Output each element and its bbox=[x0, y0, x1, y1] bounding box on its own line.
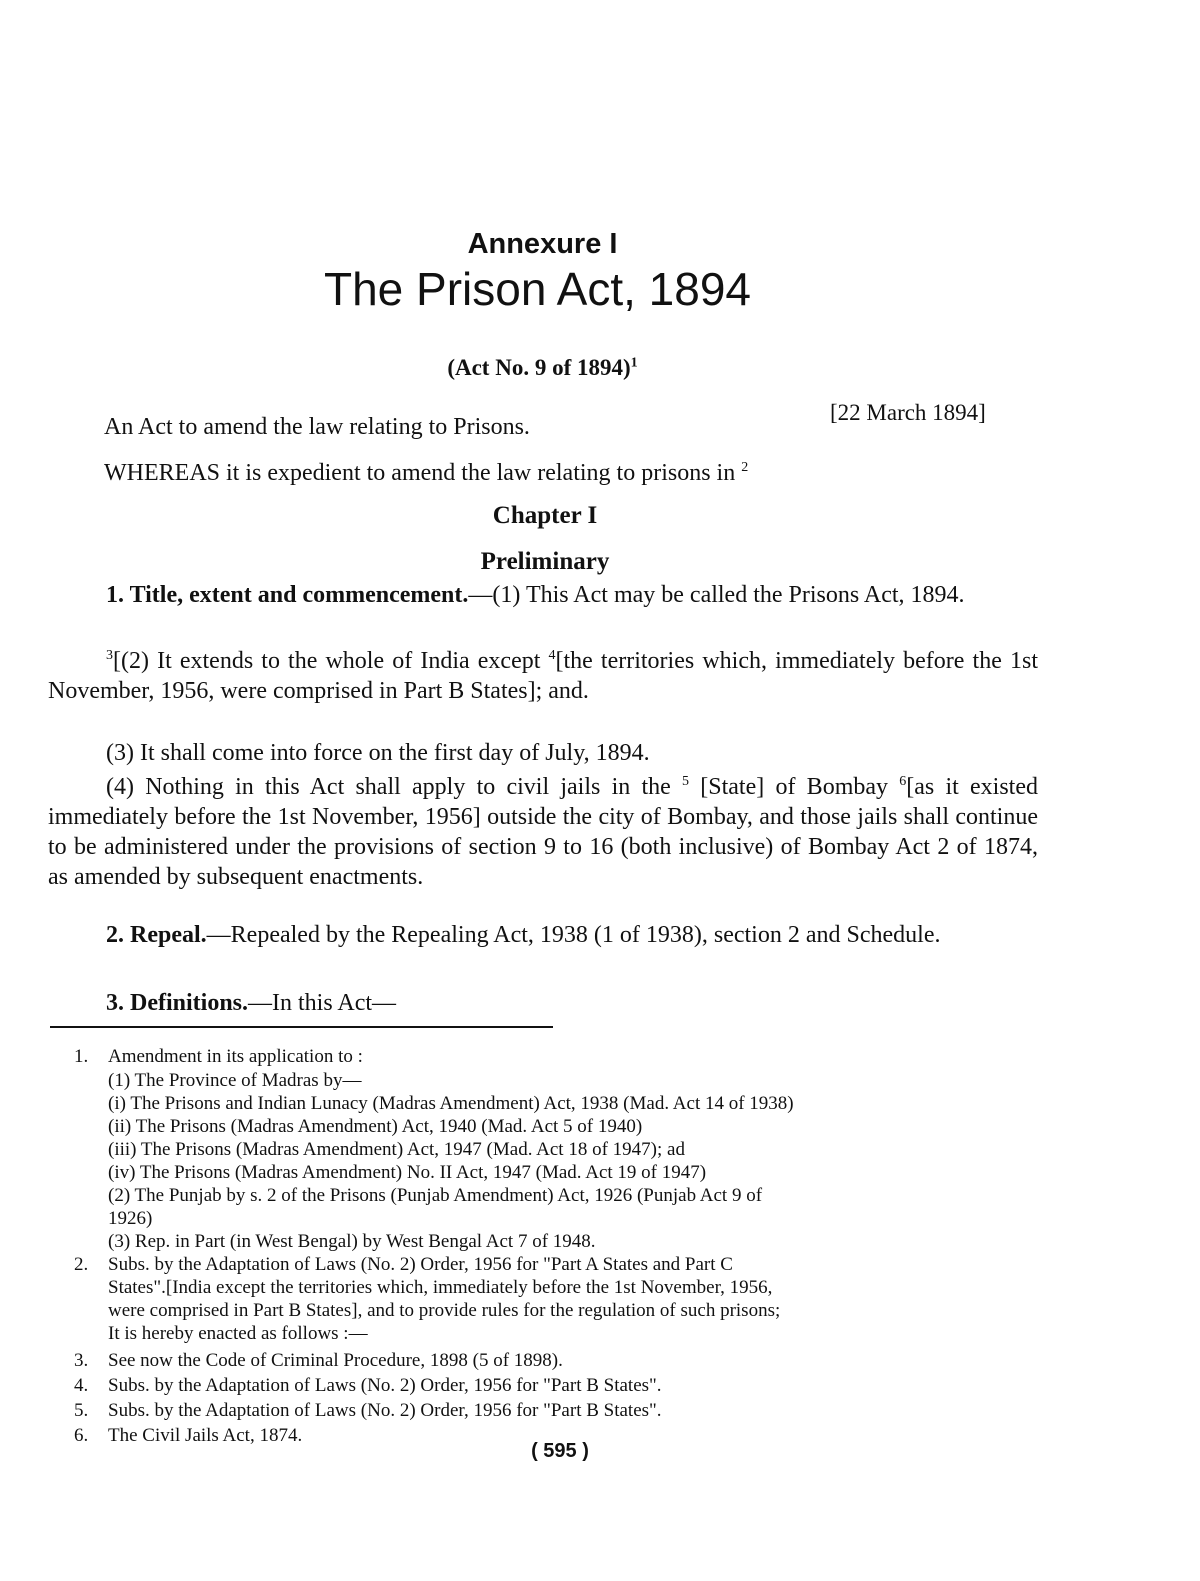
footnote-line: 4. Subs. by the Adaptation of Laws (No. 2) Order, 1956 for "Part B States". bbox=[74, 1375, 662, 1396]
footnote-line: (1) The Province of Madras by— bbox=[108, 1070, 362, 1091]
chapter-number: Chapter I bbox=[492, 502, 598, 529]
section-1-sub2-text-a: [(2) It extends to the whole of India except bbox=[113, 648, 541, 674]
whereas-text: WHEREAS it is expedient to amend the law relating to prisons in bbox=[104, 460, 736, 486]
section-3 bbox=[48, 988, 1038, 1018]
long-title: An Act to amend the law relating to Prisons. bbox=[104, 414, 530, 440]
footnote-divider bbox=[50, 1026, 553, 1028]
act-number-text: (Act No. 9 of 1894) bbox=[447, 355, 631, 380]
section-2 bbox=[48, 920, 1038, 950]
footnote-line: 5. Subs. by the Adaptation of Laws (No. 2) Order, 1956 for "Part B States". bbox=[74, 1400, 662, 1421]
section-2-heading: 2. Repeal. bbox=[106, 922, 207, 948]
footnote-ref-4: 4 bbox=[548, 648, 556, 663]
page-number: ( 595 ) bbox=[531, 1440, 589, 1462]
act-number bbox=[0, 355, 1085, 381]
section-1-sub4-text-b: [State] of Bombay bbox=[700, 774, 889, 800]
section-1-sub1-text: —(1) This Act may be called the Prisons Act, 1894. bbox=[468, 582, 965, 608]
footnote-line: (i) The Prisons and Indian Lunacy (Madras Amendment) Act, 1938 (Mad. Act 14 of 1938) bbox=[108, 1093, 794, 1114]
footnote-line: 2. Subs. by the Adaptation of Laws (No. 2) Order, 1956 for "Part A States and Part C bbox=[74, 1254, 733, 1275]
chapter-name: Preliminary bbox=[480, 548, 610, 575]
section-1-sub4-text-a: (4) Nothing in this Act shall apply to civil jails in the bbox=[106, 774, 671, 800]
footnote-line: 6. The Civil Jails Act, 1874. bbox=[74, 1425, 303, 1446]
act-title: The Prison Act, 1894 bbox=[323, 263, 752, 315]
footnote-line: (2) The Punjab by s. 2 of the Prisons (Punjab Amendment) Act, 1926 (Punjab Act 9 of bbox=[108, 1185, 763, 1206]
section-3-text: —In this Act— bbox=[248, 990, 397, 1016]
footnote-line: 1. Amendment in its application to : bbox=[74, 1046, 363, 1067]
footnote-line: 1926) bbox=[108, 1208, 153, 1229]
footnote-line: States".[India except the territories which, immediately before the 1st November, 1956, bbox=[108, 1277, 773, 1298]
footnote-ref-3: 3 bbox=[106, 648, 113, 663]
section-2-text: —Repealed by the Repealing Act, 1938 (1 of 1938), section 2 and Schedule. bbox=[206, 922, 941, 948]
section-1-heading: 1. Title, extent and commencement. bbox=[106, 582, 469, 608]
section-3-heading: 3. Definitions. bbox=[106, 990, 249, 1016]
footnote-line: were comprised in Part B States], and to provide rules for the regulation of such prisons; bbox=[108, 1300, 781, 1321]
footnote-line: It is hereby enacted as follows :— bbox=[108, 1323, 368, 1344]
footnote-ref-5: 5 bbox=[682, 774, 690, 789]
section-1-sub4-text-c: [as it existed immediately before the 1st November, 1956] outside the city of Bombay, and those jails shall continue to be administered under the provisions of section 9 to 16 (both inclusive) of Bombay Act 2 of 1874, as amended by subsequent enactments. bbox=[48, 774, 1039, 890]
section-1-subsection-4 bbox=[48, 772, 1038, 892]
whereas-clause bbox=[104, 458, 1004, 488]
footnote-line: (ii) The Prisons (Madras Amendment) Act, 1940 (Mad. Act 5 of 1940) bbox=[108, 1116, 643, 1137]
footnote-line: (3) Rep. in Part (in West Bengal) by West Bengal Act 7 of 1948. bbox=[108, 1231, 596, 1252]
act-date: [22 March 1894] bbox=[830, 400, 986, 425]
footnote-ref-2: 2 bbox=[741, 460, 749, 475]
annexure-heading: Annexure I bbox=[467, 228, 618, 260]
section-1-subsection-1 bbox=[48, 580, 1038, 610]
footnote-ref-6: 6 bbox=[899, 774, 907, 789]
section-1-subsection-3: (3) It shall come into force on the first day of July, 1894. bbox=[106, 740, 650, 766]
footnote-line: (iii) The Prisons (Madras Amendment) Act, 1947 (Mad. Act 18 of 1947); ad bbox=[108, 1139, 685, 1160]
footnote-line: 3. See now the Code of Criminal Procedure, 1898 (5 of 1898). bbox=[74, 1350, 563, 1371]
section-1-subsection-2 bbox=[48, 646, 1038, 706]
footnote-ref-1: 1 bbox=[630, 355, 638, 371]
footnote-line: (iv) The Prisons (Madras Amendment) No. II Act, 1947 (Mad. Act 19 of 1947) bbox=[108, 1162, 707, 1183]
section-1-sub2-text-b: [the territories which, immediately before the 1st November, 1956, were comprised in Part B States]; and. bbox=[48, 648, 1038, 704]
